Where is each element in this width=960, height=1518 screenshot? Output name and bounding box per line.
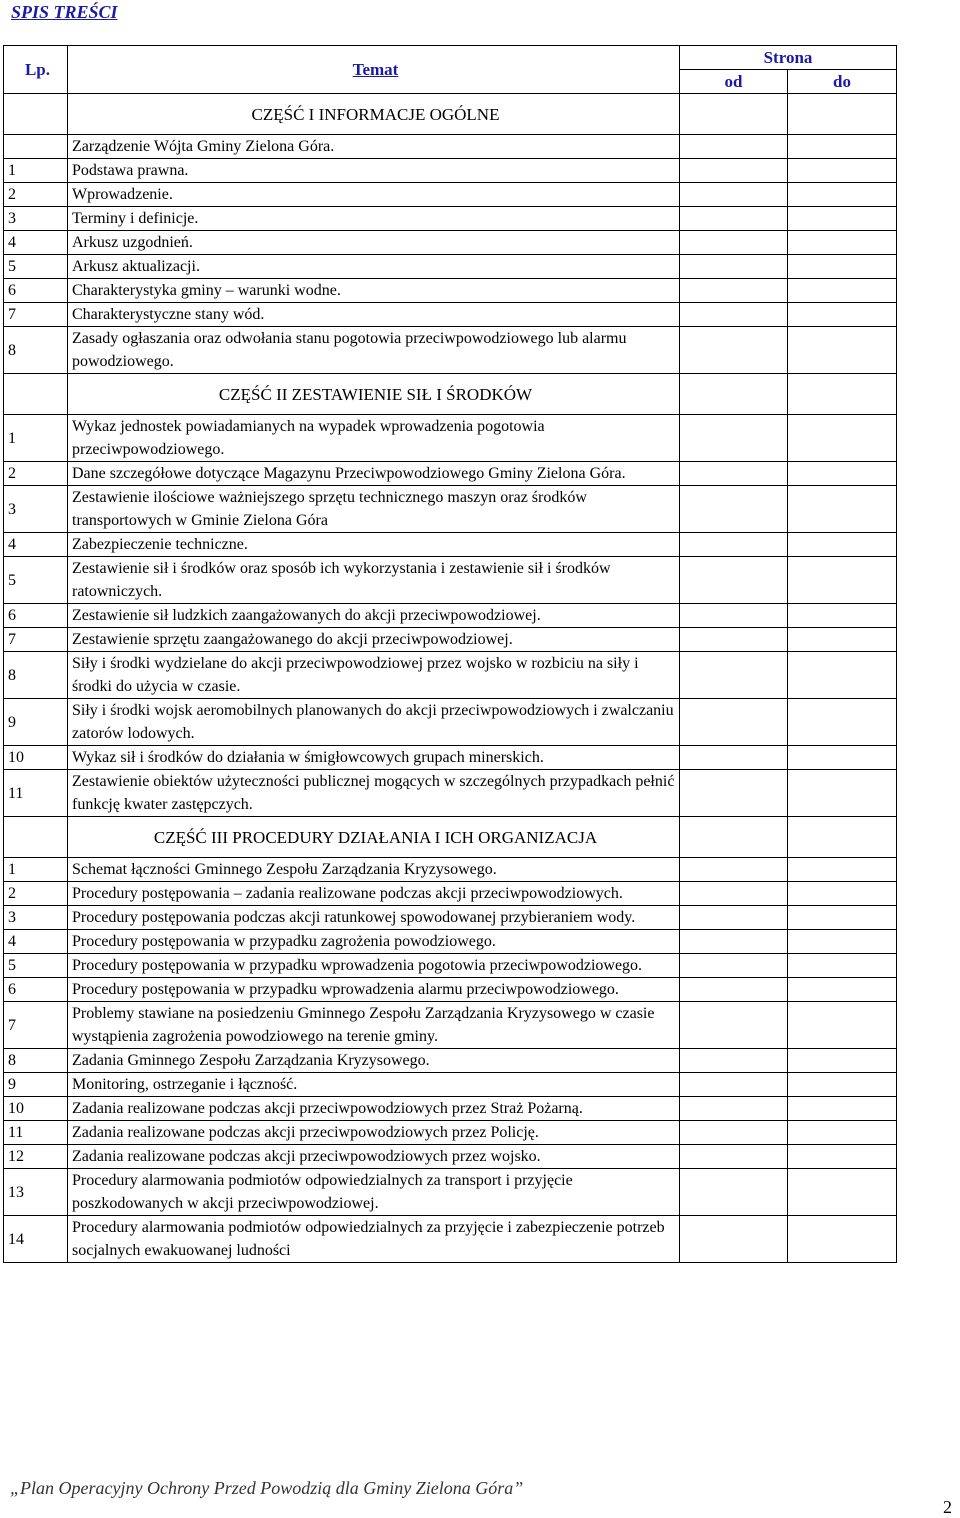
section-title: CZĘŚĆ I INFORMACJE OGÓLNE — [68, 94, 680, 135]
page-from-cell — [680, 699, 788, 746]
page-to-cell — [788, 1097, 897, 1121]
table-row — [4, 699, 897, 746]
row-number: 7 — [4, 1002, 68, 1049]
table-row — [4, 652, 897, 699]
page-to-cell — [788, 462, 897, 486]
header-row — [4, 46, 897, 70]
table-row — [4, 415, 897, 462]
row-number: 6 — [4, 978, 68, 1002]
table-row — [4, 930, 897, 954]
row-topic: Wykaz sił i środków do działania w śmigłowcowych grupach minerskich. — [68, 746, 680, 770]
page-to-cell — [788, 557, 897, 604]
row-number: 2 — [4, 882, 68, 906]
row-number: 8 — [4, 652, 68, 699]
row-topic: Zestawienie ilościowe ważniejszego sprzętu technicznego maszyn oraz środków transportowych w Gminie Zielona Góra — [68, 486, 680, 533]
header-topic: Temat — [68, 46, 680, 94]
page-to-cell — [788, 231, 897, 255]
table-row — [4, 1073, 897, 1097]
section-title: CZĘŚĆ III PROCEDURY DZIAŁANIA I ICH ORGANIZACJA — [68, 817, 680, 858]
table-row — [4, 1169, 897, 1216]
row-topic: Zarządzenie Wójta Gminy Zielona Góra. — [68, 135, 680, 159]
page-number: 2 — [943, 1497, 952, 1517]
page-from-cell — [680, 746, 788, 770]
page-to-cell — [788, 1216, 897, 1263]
row-number: 8 — [4, 327, 68, 374]
page-to-cell — [788, 415, 897, 462]
row-topic: Siły i środki wojsk aeromobilnych planowanych do akcji przeciwpowodziowych i zwalczaniu zatorów lodowych. — [68, 699, 680, 746]
page-from-cell — [680, 1073, 788, 1097]
row-topic: Charakterystyka gminy – warunki wodne. — [68, 279, 680, 303]
page-from-cell — [680, 628, 788, 652]
page-from-cell — [680, 159, 788, 183]
page-from-cell — [680, 279, 788, 303]
page-from-cell — [680, 770, 788, 817]
page-from-cell — [680, 1097, 788, 1121]
row-number: 11 — [4, 1121, 68, 1145]
table-row — [4, 1097, 897, 1121]
page-to-cell — [788, 327, 897, 374]
table-row — [4, 746, 897, 770]
page-to-cell — [788, 882, 897, 906]
page-to-cell — [788, 930, 897, 954]
row-topic: Zadania Gminnego Zespołu Zarządzania Kryzysowego. — [68, 1049, 680, 1073]
page-to-cell — [788, 135, 897, 159]
page-to-cell — [788, 746, 897, 770]
page-to-cell — [788, 303, 897, 327]
row-number: 6 — [4, 604, 68, 628]
row-number: 13 — [4, 1169, 68, 1216]
page-from-cell — [680, 231, 788, 255]
row-number: 3 — [4, 486, 68, 533]
table-row — [4, 978, 897, 1002]
table-row — [4, 858, 897, 882]
footer-text: „Plan Operacyjny Ochrony Przed Powodzią dla Gminy Zielona Góra” — [10, 1478, 524, 1498]
page-to-cell — [788, 858, 897, 882]
table-row — [4, 1049, 897, 1073]
page-from-cell — [680, 255, 788, 279]
row-topic: Procedury postępowania – zadania realizowane podczas akcji przeciwpowodziowych. — [68, 882, 680, 906]
table-row — [4, 135, 897, 159]
section-lp-cell — [4, 817, 68, 858]
page-from-cell — [680, 135, 788, 159]
row-number: 4 — [4, 930, 68, 954]
section-row — [4, 817, 897, 858]
row-topic: Dane szczegółowe dotyczące Magazynu Przeciwpowodziowego Gminy Zielona Góra. — [68, 462, 680, 486]
page-from-cell — [680, 183, 788, 207]
row-number: 5 — [4, 255, 68, 279]
table-row — [4, 1145, 897, 1169]
row-topic: Wykaz jednostek powiadamianych na wypadek wprowadzenia pogotowia przeciwpowodziowego. — [68, 415, 680, 462]
page-from-cell — [680, 1145, 788, 1169]
row-number: 14 — [4, 1216, 68, 1263]
header-from: od — [680, 70, 788, 94]
row-topic: Siły i środki wydzielane do akcji przeciwpowodziowej przez wojsko w rozbiciu na siły i środki do użycia w czasie. — [68, 652, 680, 699]
table-row — [4, 255, 897, 279]
table-row — [4, 303, 897, 327]
page-from-cell — [680, 1169, 788, 1216]
row-number: 4 — [4, 231, 68, 255]
page-to-cell — [788, 94, 897, 135]
row-topic: Wprowadzenie. — [68, 183, 680, 207]
page-from-cell — [680, 533, 788, 557]
page-to-cell — [788, 1002, 897, 1049]
table-row — [4, 279, 897, 303]
page-from-cell — [680, 94, 788, 135]
section-title: CZĘŚĆ II ZESTAWIENIE SIŁ I ŚRODKÓW — [68, 374, 680, 415]
page-to-cell — [788, 533, 897, 557]
table-row — [4, 486, 897, 533]
page-to-cell — [788, 604, 897, 628]
page-from-cell — [680, 604, 788, 628]
row-topic: Procedury postępowania w przypadku wprowadzenia pogotowia przeciwpowodziowego. — [68, 954, 680, 978]
row-topic: Schemat łączności Gminnego Zespołu Zarządzania Kryzysowego. — [68, 858, 680, 882]
page-from-cell — [680, 1049, 788, 1073]
page-title: SPIS TREŚCI — [11, 2, 118, 22]
toc-table — [3, 45, 897, 1263]
page-from-cell — [680, 207, 788, 231]
table-row — [4, 604, 897, 628]
page-from-cell — [680, 652, 788, 699]
page-to-cell — [788, 817, 897, 858]
page-from-cell — [680, 415, 788, 462]
header-to: do — [788, 70, 897, 94]
row-topic: Monitoring, ostrzeganie i łączność. — [68, 1073, 680, 1097]
row-topic: Arkusz aktualizacji. — [68, 255, 680, 279]
row-topic: Procedury alarmowania podmiotów odpowiedzialnych za transport i przyjęcie poszkodowanych w akcji przeciwpowodziowej. — [68, 1169, 680, 1216]
table-row — [4, 882, 897, 906]
table-row — [4, 1002, 897, 1049]
page-from-cell — [680, 303, 788, 327]
row-topic: Zadania realizowane podczas akcji przeciwpowodziowych przez Policję. — [68, 1121, 680, 1145]
page-to-cell — [788, 1121, 897, 1145]
row-topic: Procedury postępowania w przypadku wprowadzenia alarmu przeciwpowodziowego. — [68, 978, 680, 1002]
row-topic: Zadania realizowane podczas akcji przeciwpowodziowych przez wojsko. — [68, 1145, 680, 1169]
row-topic: Zadania realizowane podczas akcji przeciwpowodziowych przez Straż Pożarną. — [68, 1097, 680, 1121]
page-from-cell — [680, 462, 788, 486]
page-to-cell — [788, 1145, 897, 1169]
page-to-cell — [788, 374, 897, 415]
row-number: 12 — [4, 1145, 68, 1169]
row-number: 10 — [4, 746, 68, 770]
page-from-cell — [680, 374, 788, 415]
row-topic: Podstawa prawna. — [68, 159, 680, 183]
table-row — [4, 906, 897, 930]
row-number: 1 — [4, 159, 68, 183]
page-to-cell — [788, 1073, 897, 1097]
table-row — [4, 628, 897, 652]
row-number — [4, 135, 68, 159]
row-number: 3 — [4, 906, 68, 930]
toc-body — [4, 94, 897, 1263]
page-to-cell — [788, 770, 897, 817]
row-topic: Procedury alarmowania podmiotów odpowiedzialnych za przyjęcie i zabezpieczenie potrzeb socjalnych ewakuowanej ludności — [68, 1216, 680, 1263]
page-from-cell — [680, 327, 788, 374]
row-number: 7 — [4, 628, 68, 652]
page-to-cell — [788, 906, 897, 930]
page-to-cell — [788, 255, 897, 279]
page-to-cell — [788, 486, 897, 533]
page-from-cell — [680, 486, 788, 533]
row-number: 1 — [4, 858, 68, 882]
table-row — [4, 207, 897, 231]
row-number: 2 — [4, 183, 68, 207]
table-row — [4, 231, 897, 255]
page-to-cell — [788, 207, 897, 231]
page-to-cell — [788, 699, 897, 746]
page-to-cell — [788, 279, 897, 303]
table-row — [4, 183, 897, 207]
row-number: 11 — [4, 770, 68, 817]
page-from-cell — [680, 930, 788, 954]
page-from-cell — [680, 978, 788, 1002]
page-to-cell — [788, 159, 897, 183]
row-number: 8 — [4, 1049, 68, 1073]
row-number: 4 — [4, 533, 68, 557]
page-from-cell — [680, 954, 788, 978]
row-topic: Zestawienie sił i środków oraz sposób ich wykorzystania i zestawienie sił i środków ratowniczych. — [68, 557, 680, 604]
page-to-cell — [788, 1049, 897, 1073]
page-from-cell — [680, 906, 788, 930]
page-from-cell — [680, 1216, 788, 1263]
row-topic: Zestawienie sprzętu zaangażowanego do akcji przeciwpowodziowej. — [68, 628, 680, 652]
page-to-cell — [788, 978, 897, 1002]
row-number: 5 — [4, 557, 68, 604]
page-from-cell — [680, 882, 788, 906]
page-from-cell — [680, 858, 788, 882]
page-to-cell — [788, 652, 897, 699]
table-row — [4, 770, 897, 817]
row-topic: Zasady ogłaszania oraz odwołania stanu pogotowia przeciwpowodziowego lub alarmu powodziowego. — [68, 327, 680, 374]
row-topic: Zestawienie sił ludzkich zaangażowanych do akcji przeciwpowodziowej. — [68, 604, 680, 628]
page-from-cell — [680, 1002, 788, 1049]
page-to-cell — [788, 954, 897, 978]
table-row — [4, 1216, 897, 1263]
row-number: 6 — [4, 279, 68, 303]
page-from-cell — [680, 557, 788, 604]
section-lp-cell — [4, 94, 68, 135]
page-to-cell — [788, 1169, 897, 1216]
section-row — [4, 94, 897, 135]
row-topic: Procedury postępowania w przypadku zagrożenia powodziowego. — [68, 930, 680, 954]
row-topic: Charakterystyczne stany wód. — [68, 303, 680, 327]
section-row — [4, 374, 897, 415]
page-from-cell — [680, 1121, 788, 1145]
row-number: 2 — [4, 462, 68, 486]
section-lp-cell — [4, 374, 68, 415]
row-number: 3 — [4, 207, 68, 231]
table-row — [4, 557, 897, 604]
page-to-cell — [788, 628, 897, 652]
row-number: 10 — [4, 1097, 68, 1121]
row-number: 9 — [4, 1073, 68, 1097]
page-from-cell — [680, 817, 788, 858]
row-topic: Zestawienie obiektów użyteczności publicznej mogących w szczególnych przypadkach pełnić funkcję kwater zastępczych. — [68, 770, 680, 817]
table-row — [4, 159, 897, 183]
row-topic: Problemy stawiane na posiedzeniu Gminnego Zespołu Zarządzania Kryzysowego w czasie wystąpienia zagrożenia powodziowego na terenie gminy. — [68, 1002, 680, 1049]
header-page: Strona — [680, 46, 897, 70]
table-row — [4, 954, 897, 978]
row-topic: Zabezpieczenie techniczne. — [68, 533, 680, 557]
page-to-cell — [788, 183, 897, 207]
row-number: 9 — [4, 699, 68, 746]
table-row — [4, 462, 897, 486]
table-row — [4, 533, 897, 557]
header-lp: Lp. — [4, 46, 68, 94]
table-row — [4, 327, 897, 374]
row-topic: Arkusz uzgodnień. — [68, 231, 680, 255]
row-topic: Procedury postępowania podczas akcji ratunkowej spowodowanej przybieraniem wody. — [68, 906, 680, 930]
row-number: 5 — [4, 954, 68, 978]
table-row — [4, 1121, 897, 1145]
row-number: 1 — [4, 415, 68, 462]
row-number: 7 — [4, 303, 68, 327]
row-topic: Terminy i definicje. — [68, 207, 680, 231]
